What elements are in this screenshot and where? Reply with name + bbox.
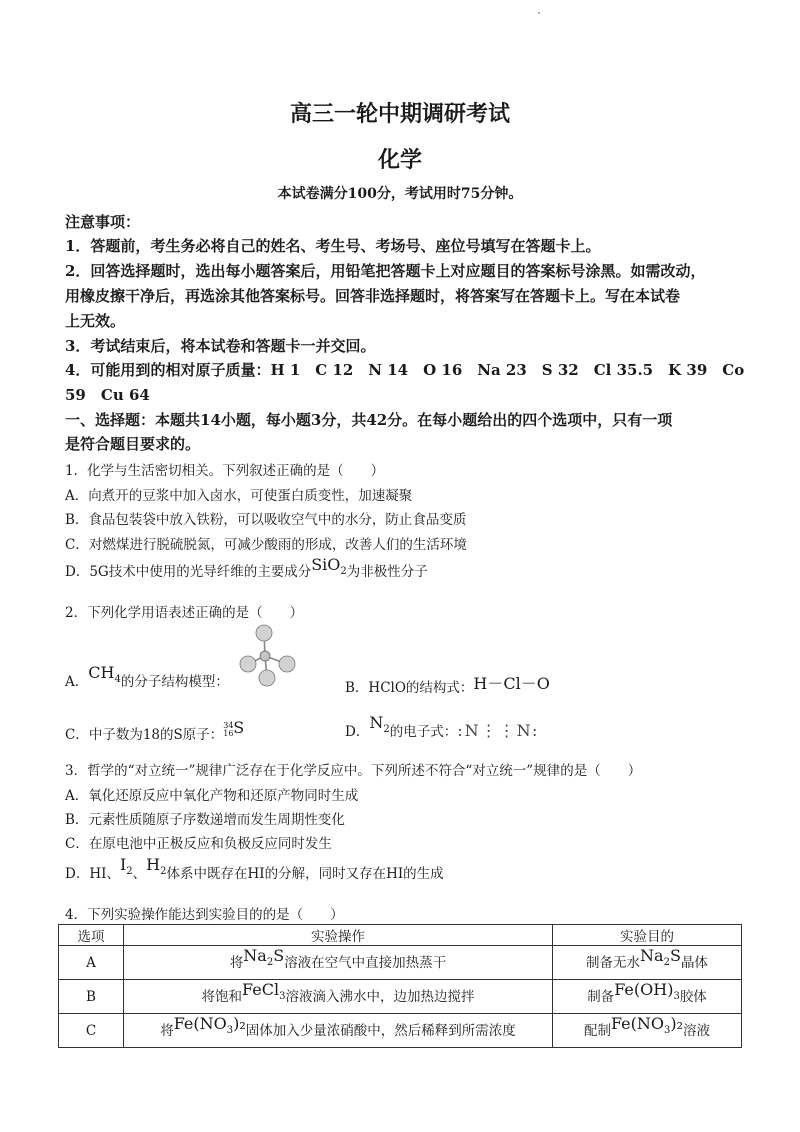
note-2-line-3: 上无效。 bbox=[65, 312, 126, 330]
scan-dot bbox=[538, 12, 540, 14]
formula-symbol: Fe(NO bbox=[173, 1013, 227, 1033]
goal-prefix: 配制 bbox=[583, 1022, 611, 1039]
q1-option-a: A．向煮开的豆浆中加入卤水，可使蛋白质变性，加速凝聚 bbox=[65, 488, 413, 504]
q1-d-formula bbox=[311, 555, 347, 578]
formula-tail: )₂ bbox=[670, 1013, 684, 1033]
hclo-structural-formula: H－Cl－O bbox=[473, 674, 550, 693]
formula-symbol: Na bbox=[243, 945, 267, 965]
formula-subscript: 3 bbox=[673, 991, 680, 1003]
hydrogen-atom bbox=[240, 656, 256, 672]
q2-a-prefix: A． bbox=[65, 674, 89, 690]
isotope-numbers bbox=[223, 722, 233, 738]
row-goal bbox=[553, 1014, 742, 1048]
q3-option-b: B．元素性质随原子序数递增而发生周期性变化 bbox=[65, 812, 345, 828]
formula-symbol: Na bbox=[640, 945, 664, 965]
row-goal bbox=[553, 980, 742, 1014]
section-heading-line-2: 是符合题目要求的。 bbox=[65, 435, 201, 453]
goal-suffix: 胶体 bbox=[679, 988, 707, 1005]
formula-tail: S bbox=[669, 945, 681, 965]
operation-prefix: 将 bbox=[160, 1022, 174, 1039]
q3-option-c: C．在原电池中正极反应和负极反应同时发生 bbox=[65, 836, 332, 852]
row-option: C bbox=[59, 1014, 124, 1048]
note-4-line-1: 4．可能用到的相对原子质量：H 1 C 12 N 14 O 16 Na 23 S 32 Cl 35.5 K 39 Co bbox=[65, 361, 745, 379]
q2-stem: 2．下列化学用语表述正确的是（ ） bbox=[65, 605, 304, 621]
q2-option-b bbox=[345, 674, 550, 697]
header-goal: 实验目的 bbox=[553, 925, 742, 946]
header-operation: 实验操作 bbox=[124, 925, 553, 946]
exam-info: 本试卷满分100分，考试用时75分钟。 bbox=[277, 186, 523, 202]
row-operation bbox=[124, 980, 553, 1014]
goal-formula bbox=[640, 945, 681, 969]
goal-suffix: 溶液 bbox=[683, 1022, 711, 1039]
goal-suffix: 晶体 bbox=[680, 954, 708, 971]
q3-stem: 3．哲学的“对立统一”规律广泛存在于化学反应中。下列所述不符合“对立统一”规律的是（ ） bbox=[65, 763, 642, 779]
table-header-row bbox=[59, 925, 742, 946]
goal-prefix: 制备 bbox=[587, 988, 615, 1005]
operation-prefix: 将 bbox=[229, 954, 244, 971]
hydrogen-atom bbox=[279, 656, 295, 672]
note-4-line-2: 59 Cu 64 bbox=[65, 386, 150, 404]
h2-formula bbox=[146, 855, 167, 878]
row-goal bbox=[553, 946, 742, 980]
notes-heading: 注意事项： bbox=[65, 213, 141, 231]
q2-d-prefix: D． bbox=[345, 724, 370, 740]
hydrogen-atom bbox=[259, 670, 275, 686]
q1-option-c: C．对燃煤进行脱硫脱氮，可减少酸雨的形成，改善人们的生活环境 bbox=[65, 537, 467, 553]
header-option: 选项 bbox=[59, 925, 124, 946]
row-operation bbox=[124, 1014, 553, 1048]
subject-title: 化学 bbox=[377, 147, 422, 173]
ch4-subscript: 4 bbox=[114, 674, 121, 686]
operation-suffix: 溶液在空气中直接加热蒸干 bbox=[284, 954, 447, 971]
formula-subscript: 3 bbox=[279, 991, 286, 1003]
q2-option-d bbox=[345, 713, 540, 743]
formula-subscript: 3 bbox=[226, 1025, 234, 1037]
formula-tail: )₂ bbox=[233, 1013, 246, 1033]
n2-subscript: 2 bbox=[383, 724, 390, 736]
note-2-line-1: 2．回答选择题时，选出每小题答案后，用铅笔把答题卡上对应题目的答案标号涂黑。如需改动， bbox=[65, 262, 706, 280]
q1-stem: 1．化学与生活密切相关。下列叙述正确的是（ ） bbox=[65, 463, 385, 479]
table-row bbox=[59, 1014, 742, 1048]
q1-option-d bbox=[65, 555, 428, 583]
note-1: 1．答题前，考生务必将自己的姓名、考生号、考场号、座位号填写在答题卡上。 bbox=[65, 237, 601, 255]
atomic-number: 16 bbox=[223, 728, 234, 738]
q3-option-a: A．氧化还原反应中氧化产物和还原产物同时生成 bbox=[65, 788, 359, 804]
hydrogen-atom bbox=[256, 625, 272, 641]
experiment-table bbox=[58, 924, 742, 1048]
q2-b-text: B．HClO的结构式： bbox=[345, 680, 474, 696]
q3-d-suffix: 体系中既存在HI的分解，同时又存在HI的生成 bbox=[166, 866, 444, 882]
formula-subscript: 2 bbox=[663, 957, 670, 969]
carbon-atom bbox=[260, 651, 270, 661]
formula-subscript: 2 bbox=[266, 957, 274, 969]
n2-symbol: N bbox=[369, 713, 384, 732]
goal-prefix: 制备无水 bbox=[586, 954, 641, 971]
q4-stem: 4．下列实验操作能达到实验目的的是（ ） bbox=[65, 907, 344, 923]
i2-subscript: 2 bbox=[126, 866, 133, 878]
h2-subscript: 2 bbox=[160, 866, 167, 878]
goal-formula bbox=[610, 1013, 684, 1037]
q2-option-c bbox=[65, 718, 245, 744]
section-heading-line-1: 一、选择题：本题共14小题，每小题3分，共42分。在每小题给出的四个选项中，只有一项 bbox=[65, 411, 673, 429]
operation-suffix: 溶液滴入沸水中，边加热边搅拌 bbox=[285, 988, 475, 1005]
formula-symbol: Fe(OH) bbox=[614, 979, 674, 999]
q3-d-prefix: D．HI、 bbox=[65, 866, 120, 882]
operation-formula bbox=[242, 979, 286, 1003]
q2-d-suffix: 的电子式： bbox=[389, 724, 458, 740]
h2-symbol: H bbox=[146, 855, 161, 874]
i2-symbol: I bbox=[119, 855, 127, 874]
note-3: 3．考试结束后，将本试卷和答题卡一并交回。 bbox=[65, 337, 376, 355]
q2-a-suffix: 的分子结构模型： bbox=[120, 674, 229, 690]
operation-formula bbox=[243, 945, 285, 969]
row-operation bbox=[124, 946, 553, 980]
q3-option-d bbox=[65, 855, 444, 885]
q1-d-suffix: 为非极性分子 bbox=[346, 564, 428, 580]
row-option: A bbox=[59, 946, 124, 980]
q3-d-separator: 、 bbox=[132, 866, 147, 882]
q2-c-text: C．中子数为18的S原子： bbox=[65, 727, 224, 743]
operation-formula bbox=[173, 1013, 246, 1037]
formula-symbol: Fe(NO bbox=[610, 1013, 665, 1033]
row-option: B bbox=[59, 980, 124, 1014]
table-row bbox=[59, 980, 742, 1014]
table-row bbox=[59, 946, 742, 980]
n2-lewis-structure: :N⋮⋮N: bbox=[457, 721, 540, 740]
q1-option-b: B．食品包装袋中放入铁粉，可以吸收空气中的水分，防止食品变质 bbox=[65, 512, 467, 528]
n2-formula bbox=[369, 713, 390, 736]
formula-subscript: 3 bbox=[664, 1025, 671, 1037]
ch4-symbol: CH bbox=[88, 663, 115, 682]
sio2-subscript: 2 bbox=[340, 566, 347, 578]
i2-formula bbox=[119, 855, 133, 878]
formula-tail: S bbox=[273, 945, 285, 965]
goal-formula bbox=[614, 979, 680, 1003]
q1-d-prefix: D．5G技术中使用的光导纤维的主要成分 bbox=[65, 564, 312, 580]
ch4-formula bbox=[88, 663, 121, 686]
operation-prefix: 将饱和 bbox=[201, 988, 243, 1005]
note-2-line-2: 用橡皮擦干净后，再选涂其他答案标号。回答非选择题时，将答案写在答题卡上。写在本试卷 bbox=[65, 287, 681, 305]
sio2-symbol: SiO bbox=[311, 555, 341, 574]
exam-title: 高三一轮中期调研考试 bbox=[289, 101, 510, 127]
formula-symbol: FeCl bbox=[242, 979, 280, 999]
operation-suffix: 固体加入少量浓硝酸中，然后稀释到所需浓度 bbox=[245, 1022, 516, 1039]
sulfur-symbol: S bbox=[233, 718, 245, 737]
mass-number: 34 bbox=[223, 720, 234, 730]
ch4-ball-stick-model bbox=[237, 623, 299, 689]
q2-option-a bbox=[65, 663, 229, 693]
